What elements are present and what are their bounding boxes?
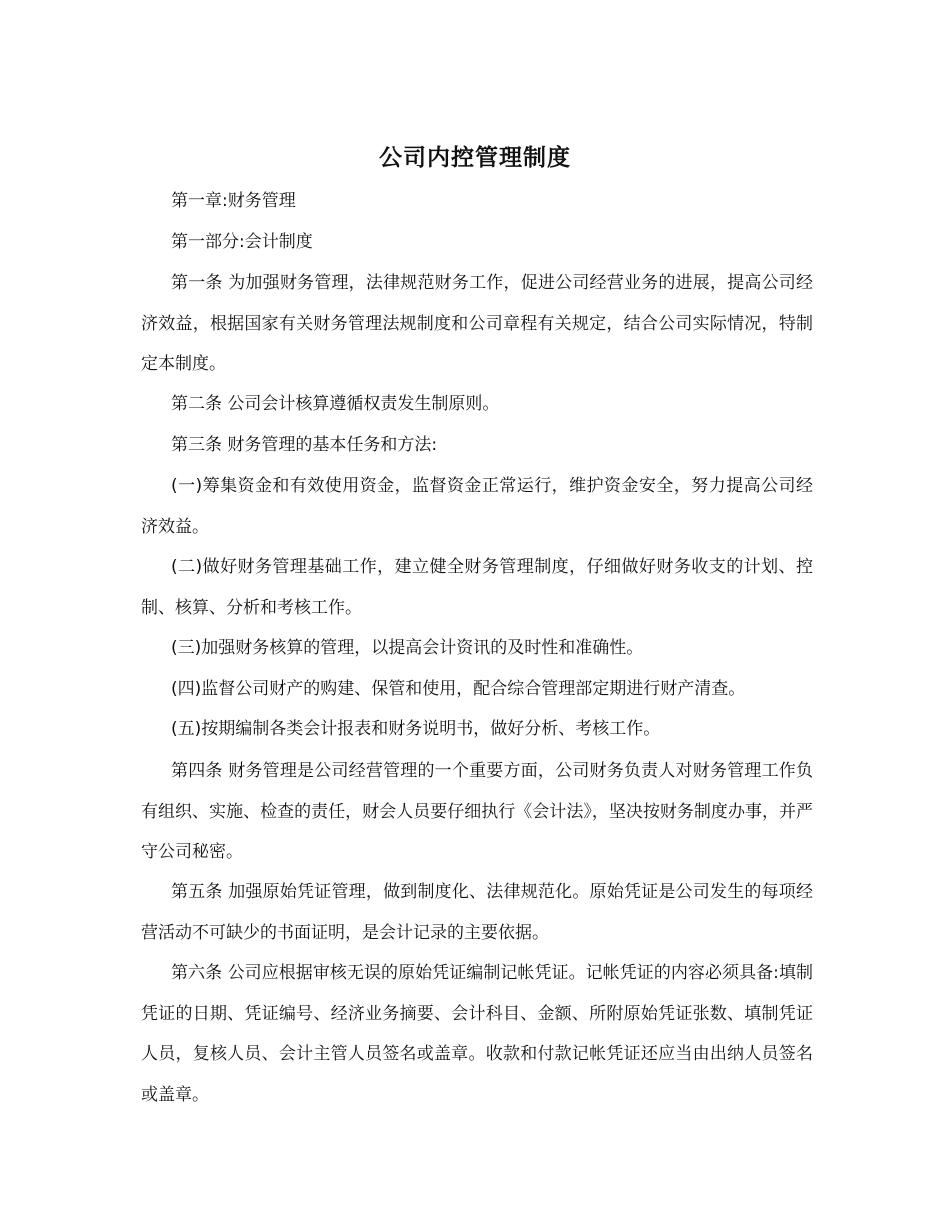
- article-1: 第一条 为加强财务管理，法律规范财务工作，促进公司经营业务的进展，提高公司经济效益，根据国家有关财务管理法规制度和公司章程有关规定，结合公司实际情况，特制定本制度。: [141, 273, 813, 374]
- article-2: 第二条 公司会计核算遵循权责发生制原则。: [171, 394, 500, 414]
- article-3-item-4: (四)监督公司财产的购建、保管和使用，配合综合管理部定期进行财产清查。: [171, 679, 746, 699]
- article-6: 第六条 公司应根据审核无误的原始凭证编制记帐凭证。记帐凭证的内容必须具备:填制凭证的日期、凭证编号、经济业务摘要、会计科目、金额、所附原始凭证张数、填制凭证人员，复核人员、会计主管人员签名或盖章。收款和付款记帐凭证还应当由出纳人员签名或盖章。: [141, 963, 813, 1105]
- chapter-heading: 第一章:财务管理: [171, 191, 296, 211]
- article-3-item-3: (三)加强财务核算的管理，以提高会计资讯的及时性和准确性。: [171, 638, 644, 658]
- article-4: 第四条 财务管理是公司经营管理的一个重要方面，公司财务负责人对财务管理工作负有组织、实施、检查的责任，财会人员要仔细执行《会计法》，坚决按财务制度办事，并严守公司秘密。: [141, 761, 813, 862]
- article-5: 第五条 加强原始凭证管理，做到制度化、法律规范化。原始凭证是公司发生的每项经营活动不可缺少的书面证明，是会计记录的主要依据。: [141, 882, 813, 943]
- article-3-item-2: (二)做好财务管理基础工作，建立健全财务管理制度，仔细做好财务收支的计划、控制、核算、分析和考核工作。: [141, 557, 813, 618]
- document-title: 公司内控管理制度: [379, 145, 571, 171]
- section-heading: 第一部分:会计制度: [171, 232, 313, 252]
- article-3: 第三条 财务管理的基本任务和方法:: [171, 435, 438, 455]
- article-3-item-1: (一)筹集资金和有效使用资金，监督资金正常运行，维护资金安全，努力提高公司经济效益。: [141, 476, 813, 537]
- article-3-item-5: (五)按期编制各类会计报表和财务说明书，做好分析、考核工作。: [171, 719, 661, 739]
